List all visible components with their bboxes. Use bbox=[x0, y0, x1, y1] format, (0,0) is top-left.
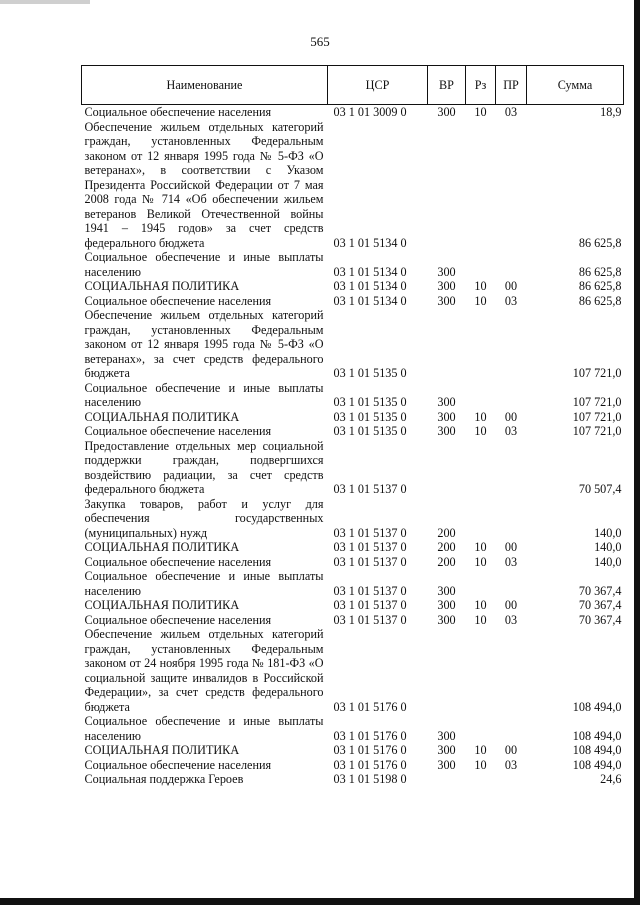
cell-sum: 107 721,0 bbox=[572, 424, 622, 438]
header-vr: ВР bbox=[428, 66, 466, 105]
table-row bbox=[82, 308, 624, 381]
table-row bbox=[82, 555, 624, 570]
table-body bbox=[82, 105, 624, 787]
cell-vr bbox=[428, 772, 466, 787]
cell-vr: 300 bbox=[437, 612, 456, 627]
cell-name: Социальное обеспечение населения bbox=[84, 424, 272, 438]
cell-csr: 03 1 01 5176 0 bbox=[333, 743, 407, 757]
cell-csr: 03 1 01 5137 0 bbox=[333, 525, 407, 540]
cell-name: Закупка товаров, работ и услуг для обеспечения государственных (муниципальных) нужд bbox=[84, 496, 324, 540]
cell-pr: 03 bbox=[504, 293, 518, 308]
cell-vr: 200 bbox=[437, 525, 456, 540]
cell-sum: 108 494,0 bbox=[572, 757, 622, 772]
cell-sum: 140,0 bbox=[594, 554, 622, 569]
table-header-row bbox=[82, 66, 624, 105]
cell-csr: 03 1 01 5198 0 bbox=[333, 772, 407, 786]
cell-rz: 10 bbox=[474, 757, 487, 772]
cell-vr: 300 bbox=[437, 409, 456, 424]
table-row bbox=[82, 120, 624, 251]
table-row bbox=[82, 569, 624, 598]
header-sum: Сумма bbox=[527, 66, 624, 105]
cell-pr bbox=[496, 381, 527, 410]
table-row bbox=[82, 598, 624, 613]
cell-pr bbox=[496, 497, 527, 541]
cell-name: Социальное обеспечение населения bbox=[84, 554, 272, 569]
table-row bbox=[82, 613, 624, 628]
cell-vr bbox=[428, 308, 466, 381]
cell-name: Социальное обеспечение и иные выплаты населению bbox=[84, 380, 324, 409]
cell-name: СОЦИАЛЬНАЯ ПОЛИТИКА bbox=[84, 409, 240, 424]
cell-vr bbox=[428, 439, 466, 497]
cell-rz: 10 bbox=[474, 105, 487, 119]
cell-sum: 107 721,0 bbox=[572, 409, 622, 424]
cell-rz: 10 bbox=[474, 293, 487, 308]
cell-pr: 03 bbox=[504, 424, 518, 438]
cell-name: Социальное обеспечение населения bbox=[84, 105, 272, 119]
cell-pr: 03 bbox=[504, 612, 518, 627]
cell-sum: 70 367,4 bbox=[578, 583, 622, 598]
cell-rz: 10 bbox=[474, 279, 487, 293]
cell-csr: 03 1 01 5176 0 bbox=[333, 728, 407, 743]
cell-vr: 300 bbox=[437, 279, 456, 293]
cell-name: Социальная поддержка Героев bbox=[84, 772, 244, 786]
cell-csr: 03 1 01 5137 0 bbox=[333, 612, 407, 627]
cell-csr: 03 1 01 5135 0 bbox=[333, 395, 407, 409]
table-row bbox=[82, 758, 624, 773]
cell-sum: 107 721,0 bbox=[572, 395, 622, 409]
cell-vr: 300 bbox=[437, 598, 456, 612]
table-row bbox=[82, 743, 624, 758]
table-row bbox=[82, 424, 624, 439]
budget-table bbox=[81, 65, 624, 787]
table-row bbox=[82, 714, 624, 743]
cell-rz: 10 bbox=[474, 743, 487, 757]
cell-csr: 03 1 01 5135 0 bbox=[333, 424, 407, 438]
cell-vr: 200 bbox=[437, 554, 456, 569]
cell-sum: 70 507,4 bbox=[578, 482, 622, 496]
cell-rz bbox=[466, 381, 496, 410]
table-row bbox=[82, 627, 624, 714]
cell-rz bbox=[466, 569, 496, 598]
cell-pr: 03 bbox=[504, 757, 518, 772]
cell-vr: 200 bbox=[437, 540, 456, 554]
cell-pr bbox=[496, 569, 527, 598]
cell-csr: 03 1 01 5137 0 bbox=[333, 583, 407, 598]
cell-name: Социальное обеспечение населения bbox=[84, 757, 272, 772]
cell-name: Социальное обеспечение и иные выплаты населению bbox=[84, 569, 324, 598]
table-row bbox=[82, 497, 624, 541]
cell-pr bbox=[496, 439, 527, 497]
cell-name: Социальное обеспечение населения bbox=[84, 293, 272, 308]
cell-name: Обеспечение жильем отдельных категорий граждан, установленных Федеральным законом от 12 января 1995 года № 5-ФЗ «О ветеранах», в соответствии с Указом Президента Российской Федерации от 7 мая 2008 года № 714 «Об обеспечении жильем ветеранов Великой Отечественной войны 1941 – 1945 годов» за счет средств федерального бюджета bbox=[84, 119, 324, 250]
table-row bbox=[82, 410, 624, 425]
cell-pr: 03 bbox=[504, 554, 518, 569]
cell-vr: 300 bbox=[437, 293, 456, 308]
cell-vr: 300 bbox=[437, 757, 456, 772]
cell-pr bbox=[496, 120, 527, 251]
cell-rz bbox=[466, 250, 496, 279]
cell-name: СОЦИАЛЬНАЯ ПОЛИТИКА bbox=[84, 743, 240, 757]
cell-vr: 300 bbox=[437, 395, 456, 409]
cell-sum: 86 625,8 bbox=[578, 264, 622, 279]
cell-rz bbox=[466, 497, 496, 541]
cell-pr bbox=[496, 714, 527, 743]
cell-vr: 300 bbox=[437, 264, 456, 279]
cell-rz: 10 bbox=[474, 540, 487, 554]
cell-pr: 00 bbox=[504, 540, 518, 554]
cell-pr: 00 bbox=[504, 598, 518, 612]
cell-sum: 18,9 bbox=[600, 105, 622, 119]
table-row bbox=[82, 250, 624, 279]
cell-sum: 86 625,8 bbox=[578, 235, 622, 250]
cell-sum: 86 625,8 bbox=[578, 279, 622, 293]
cell-rz: 10 bbox=[474, 554, 487, 569]
cell-rz: 10 bbox=[474, 598, 487, 612]
cell-vr: 300 bbox=[437, 105, 456, 119]
header-rz: Рз bbox=[466, 66, 496, 105]
cell-csr: 03 1 01 5135 0 bbox=[333, 409, 407, 424]
cell-pr bbox=[496, 250, 527, 279]
cell-sum: 86 625,8 bbox=[578, 293, 622, 308]
cell-csr: 03 1 01 5135 0 bbox=[333, 366, 407, 380]
table-row bbox=[82, 105, 624, 120]
page-number: 565 bbox=[310, 34, 330, 49]
cell-pr bbox=[496, 627, 527, 714]
cell-name: Обеспечение жильем отдельных категорий граждан, установленных Федеральным законом от 12 января 1995 года № 5-ФЗ «О ветеранах», за счет средств федерального бюджета bbox=[84, 308, 324, 380]
cell-vr: 300 bbox=[437, 424, 456, 438]
cell-pr: 00 bbox=[504, 743, 518, 757]
table-row bbox=[82, 540, 624, 555]
cell-sum: 70 367,4 bbox=[578, 612, 622, 627]
cell-rz bbox=[466, 120, 496, 251]
cell-name: СОЦИАЛЬНАЯ ПОЛИТИКА bbox=[84, 540, 240, 554]
cell-rz bbox=[466, 714, 496, 743]
cell-pr: 00 bbox=[504, 409, 518, 424]
cell-sum: 70 367,4 bbox=[578, 598, 622, 612]
cell-csr: 03 1 01 5137 0 bbox=[333, 482, 407, 496]
cell-vr: 300 bbox=[437, 728, 456, 743]
table-row bbox=[82, 439, 624, 497]
cell-pr bbox=[496, 772, 527, 787]
cell-rz bbox=[466, 627, 496, 714]
header-name: Наименование bbox=[82, 66, 328, 105]
cell-csr: 03 1 01 3009 0 bbox=[333, 105, 407, 119]
cell-vr: 300 bbox=[437, 583, 456, 598]
table-row bbox=[82, 772, 624, 787]
scan-right-edge bbox=[634, 0, 640, 905]
cell-sum: 107 721,0 bbox=[572, 366, 622, 380]
cell-csr: 03 1 01 5137 0 bbox=[333, 598, 407, 612]
cell-vr bbox=[428, 120, 466, 251]
cell-pr: 00 bbox=[504, 279, 518, 293]
cell-name: Социальное обеспечение и иные выплаты населению bbox=[84, 714, 324, 743]
cell-rz: 10 bbox=[474, 612, 487, 627]
cell-csr: 03 1 01 5134 0 bbox=[333, 293, 407, 308]
cell-sum: 108 494,0 bbox=[572, 728, 622, 743]
cell-name: Социальное обеспечение и иные выплаты населению bbox=[84, 250, 324, 279]
header-pr: ПР bbox=[496, 66, 527, 105]
scan-top-mark bbox=[0, 0, 90, 4]
cell-sum: 140,0 bbox=[594, 525, 622, 540]
cell-rz bbox=[466, 439, 496, 497]
cell-csr: 03 1 01 5137 0 bbox=[333, 554, 407, 569]
cell-name: СОЦИАЛЬНАЯ ПОЛИТИКА bbox=[84, 279, 240, 293]
cell-vr bbox=[428, 627, 466, 714]
cell-rz bbox=[466, 308, 496, 381]
cell-csr: 03 1 01 5134 0 bbox=[333, 235, 407, 250]
cell-sum: 108 494,0 bbox=[572, 743, 622, 757]
cell-csr: 03 1 01 5134 0 bbox=[333, 279, 407, 293]
table-row bbox=[82, 279, 624, 294]
cell-sum: 108 494,0 bbox=[572, 699, 622, 714]
cell-name: Обеспечение жильем отдельных категорий граждан, установленных Федеральным законом от 24 ноября 1995 года № 181-ФЗ «О социальной защите инвалидов в Российской Федерации», за счет средств федерального бюджета bbox=[84, 627, 324, 714]
cell-rz bbox=[466, 772, 496, 787]
cell-name: Социальное обеспечение населения bbox=[84, 612, 272, 627]
cell-csr: 03 1 01 5134 0 bbox=[333, 264, 407, 279]
cell-csr: 03 1 01 5137 0 bbox=[333, 540, 407, 554]
cell-name: СОЦИАЛЬНАЯ ПОЛИТИКА bbox=[84, 598, 240, 612]
cell-csr: 03 1 01 5176 0 bbox=[333, 757, 407, 772]
cell-rz: 10 bbox=[474, 424, 487, 438]
cell-sum: 140,0 bbox=[594, 540, 622, 554]
cell-pr bbox=[496, 308, 527, 381]
table-row bbox=[82, 381, 624, 410]
cell-vr: 300 bbox=[437, 743, 456, 757]
scan-bottom-edge bbox=[0, 898, 640, 905]
cell-rz: 10 bbox=[474, 409, 487, 424]
cell-sum: 24,6 bbox=[600, 772, 622, 786]
table-row bbox=[82, 294, 624, 309]
cell-csr: 03 1 01 5176 0 bbox=[333, 699, 407, 714]
cell-pr: 03 bbox=[504, 105, 518, 119]
cell-name: Предоставление отдельных мер социальной поддержки граждан, подвергшихся воздействию радиации, за счет средств федерального бюджета bbox=[84, 438, 324, 496]
header-csr: ЦСР bbox=[328, 66, 428, 105]
